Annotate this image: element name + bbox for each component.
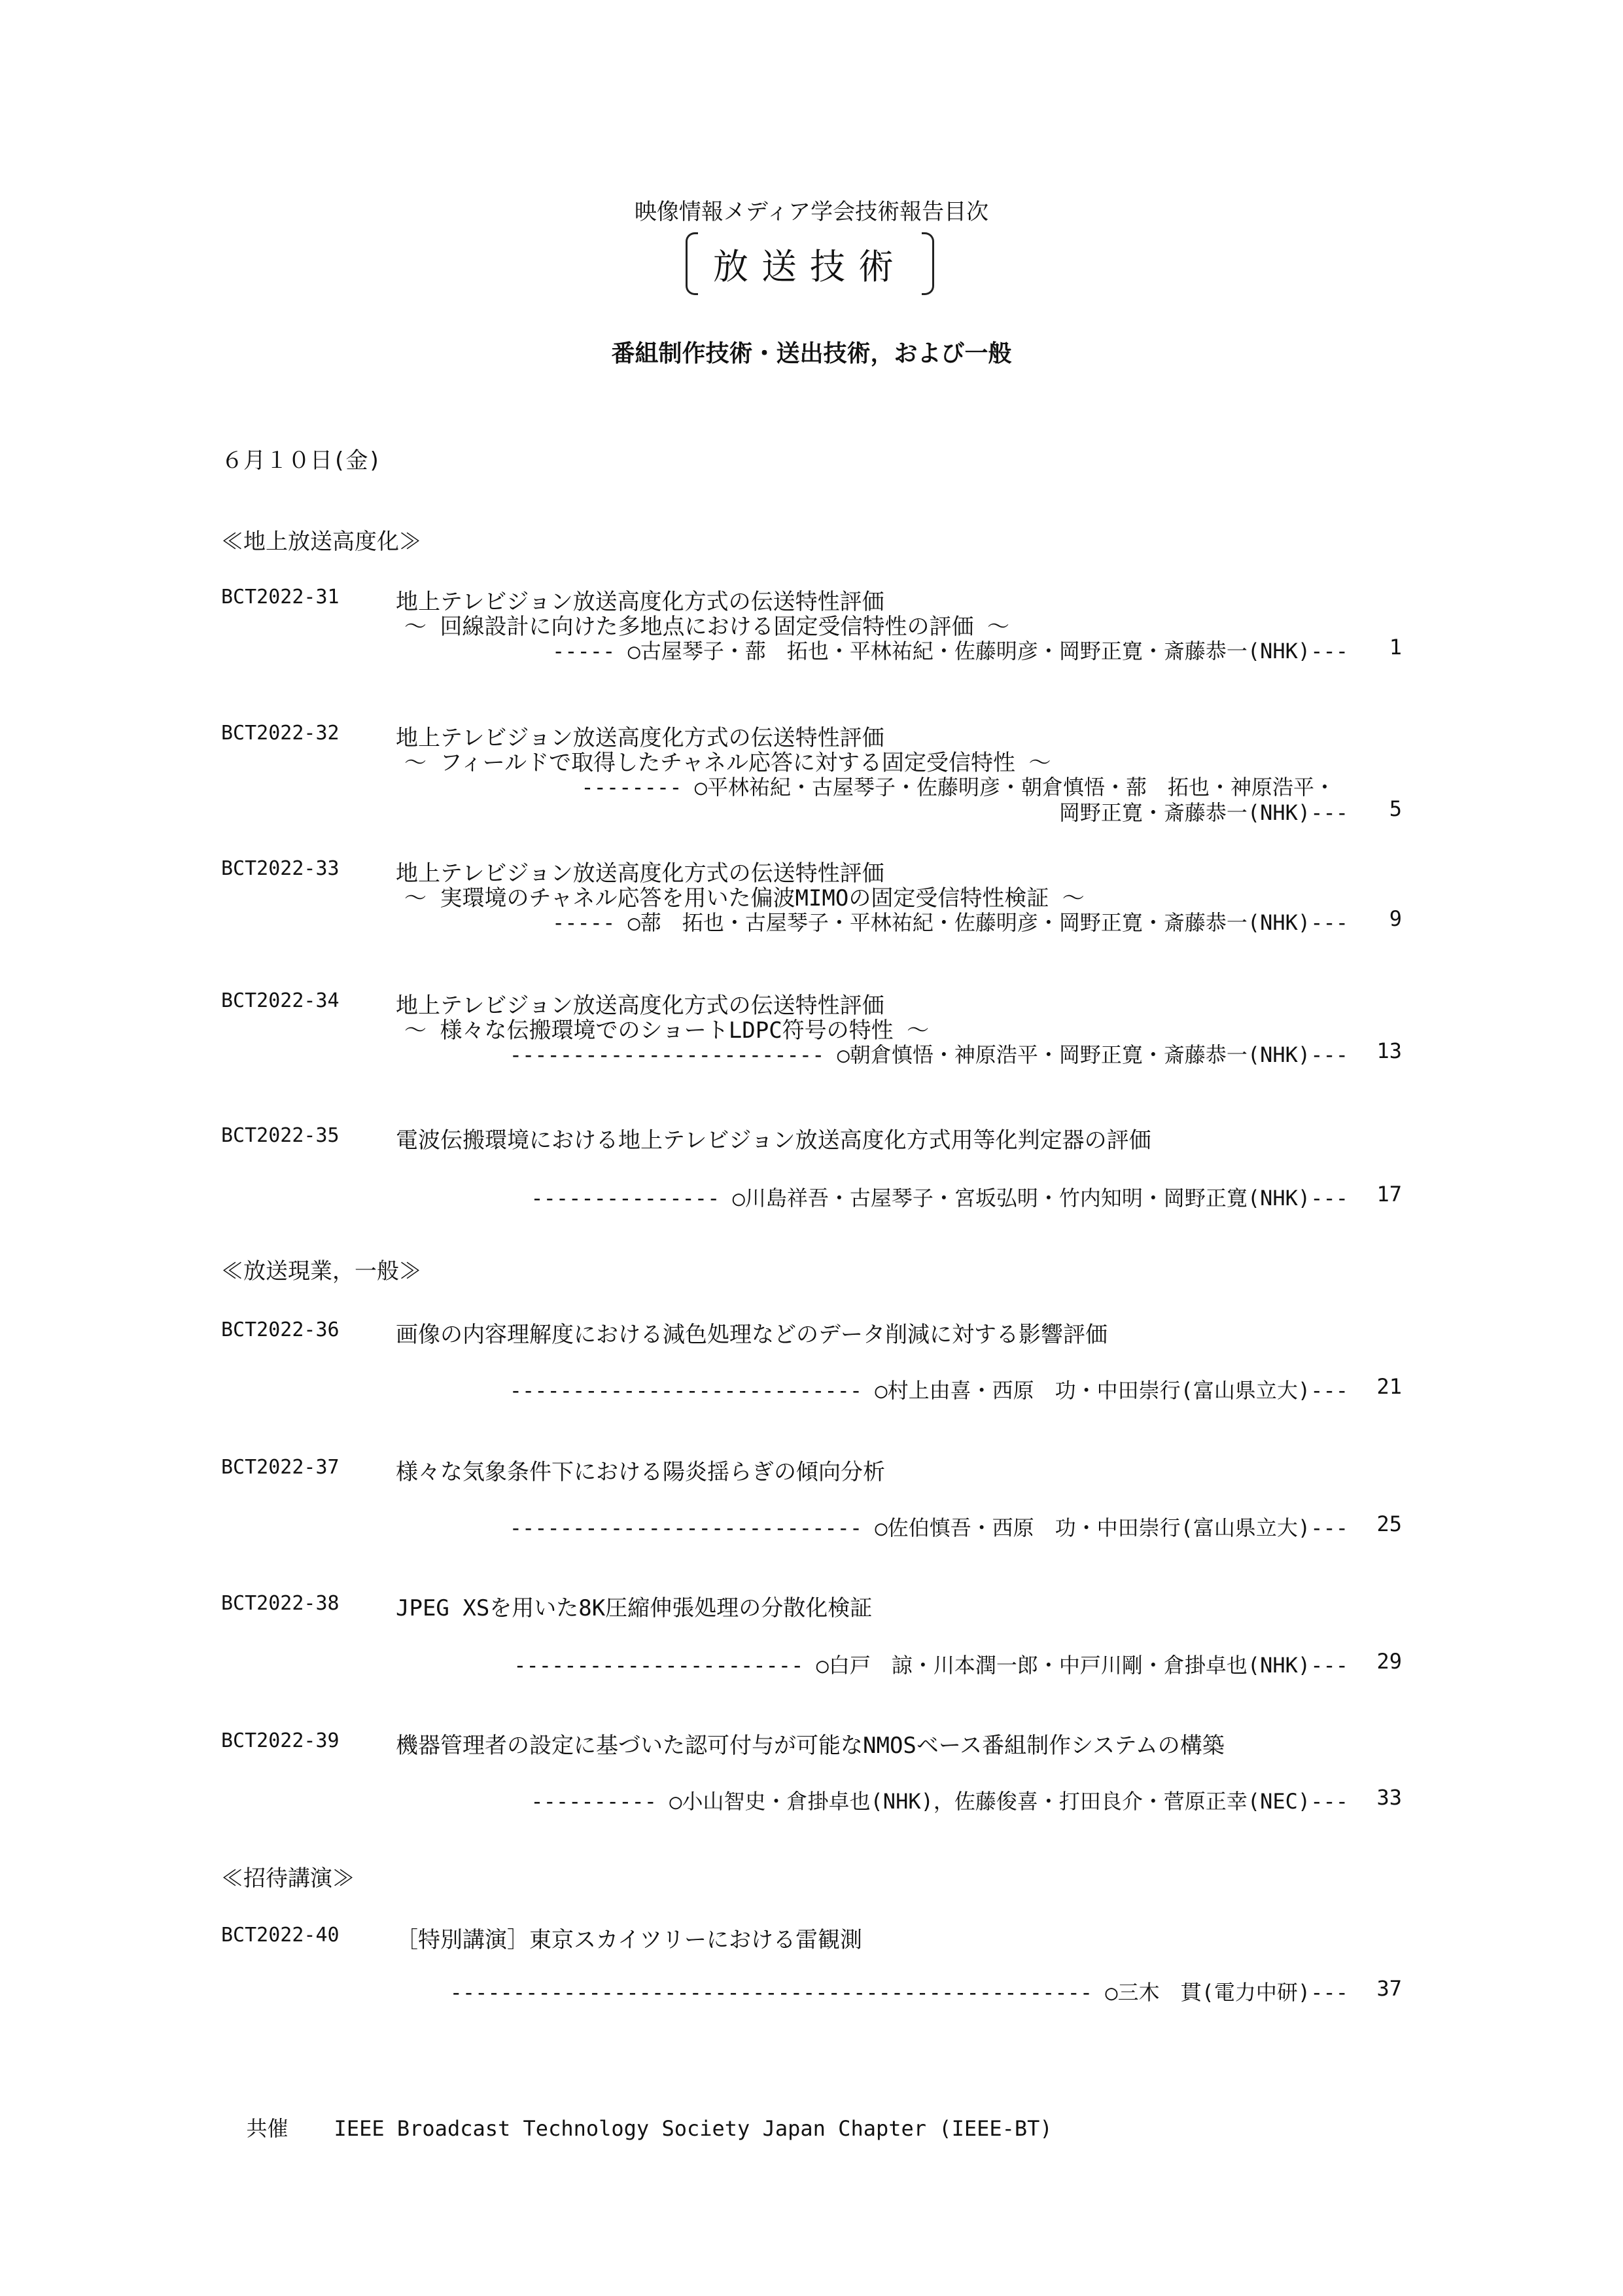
session-subtitle: 番組制作技術・送出技術，および一般 (611, 340, 1012, 367)
paper-authors: ---------- ○小山智史・倉掛卓也(NHK)，佐藤俊喜・打田良介・菅原正幸(NEC)--- (531, 1789, 1348, 1814)
paper-code: BCT2022-37 (221, 1456, 340, 1479)
report-header: 映像情報メディア学会技術報告目次 (634, 199, 989, 225)
subject-title: 放送技術 (713, 246, 907, 287)
paper-code: BCT2022-40 (221, 1924, 340, 1947)
cosponsor-text: IEEE Broadcast Technology Society Japan Chapter (IEEE-BT) (334, 2116, 1053, 2141)
page-number: 17 (1376, 1182, 1402, 1207)
paper-title: JPEG XSを用いた8K圧縮伸張処理の分散化検証 (396, 1595, 873, 1621)
page-number: 29 (1376, 1649, 1402, 1674)
page-number: 13 (1376, 1038, 1402, 1063)
section-heading: ≪招待講演≫ (221, 1865, 355, 1892)
paper-authors: ----- ○蔀 拓也・古屋琴子・平林祐紀・佐藤明彦・岡野正寛・斎藤恭一(NHK)--- (552, 910, 1348, 935)
paper-code: BCT2022-39 (221, 1729, 340, 1752)
paper-subtitle: ～ 様々な伝搬環境でのショートLDPC符号の特性 ～ (404, 1017, 930, 1044)
page-number: 33 (1376, 1785, 1402, 1810)
paper-authors: -------- ○平林祐紀・古屋琴子・佐藤明彦・朝倉慎悟・蔀 拓也・神原浩平・ (581, 775, 1335, 800)
section-heading: ≪放送現業，一般≫ (221, 1258, 421, 1284)
paper-authors: 岡野正寛・斎藤恭一(NHK)--- (1058, 800, 1348, 825)
paper-title: 地上テレビジョン放送高度化方式の伝送特性評価 (396, 993, 884, 1019)
paper-title: ［特別講演］東京スカイツリーにおける雷観測 (396, 1927, 862, 1953)
section-heading: ≪地上放送高度化≫ (221, 529, 421, 555)
page-number: 21 (1376, 1374, 1402, 1399)
page-number: 1 (1389, 635, 1402, 660)
paper-code: BCT2022-31 (221, 586, 340, 609)
paper-authors: ----- ○古屋琴子・蔀 拓也・平林祐紀・佐藤明彦・岡野正寛・斎藤恭一(NHK)--- (552, 639, 1348, 663)
paper-title: 地上テレビジョン放送高度化方式の伝送特性評価 (396, 860, 884, 887)
paper-title: 電波伝搬環境における地上テレビジョン放送高度化方式用等化判定器の評価 (396, 1127, 1151, 1154)
session-date: ６月１０日(金) (221, 448, 381, 474)
paper-title: 地上テレビジョン放送高度化方式の伝送特性評価 (396, 725, 884, 751)
paper-authors: ------------------------- ○朝倉慎悟・神原浩平・岡野正寛・斎藤恭一(NHK)--- (509, 1042, 1348, 1067)
paper-code: BCT2022-34 (221, 989, 340, 1012)
paper-title: 画像の内容理解度における減色処理などのデータ削減に対する影響評価 (396, 1322, 1108, 1348)
paper-code: BCT2022-35 (221, 1124, 340, 1147)
paper-subtitle: ～ 回線設計に向けた多地点における固定受信特性の評価 ～ (404, 614, 1009, 640)
subject-box (686, 232, 934, 292)
paper-code: BCT2022-38 (221, 1592, 340, 1615)
paper-title: 機器管理者の設定に基づいた認可付与が可能なNMOSベース番組制作システムの構築 (396, 1733, 1225, 1759)
left-bracket-icon (686, 232, 698, 295)
paper-authors: ---------------------------- ○佐伯慎吾・西原 功・中田崇行(富山県立大)--- (509, 1515, 1348, 1540)
page-number: 9 (1389, 906, 1402, 931)
paper-authors: ---------------------------- ○村上由喜・西原 功・中田崇行(富山県立大)--- (509, 1378, 1348, 1403)
cosponsor-line (221, 2087, 1053, 2142)
paper-subtitle: ～ 実環境のチャネル応答を用いた偏波MIMOの固定受信特性検証 ～ (404, 885, 1085, 911)
page-number: 25 (1376, 1511, 1402, 1536)
paper-subtitle: ～ フィールドで取得したチャネル応答に対する固定受信特性 ～ (404, 750, 1051, 776)
paper-title: 地上テレビジョン放送高度化方式の伝送特性評価 (396, 589, 884, 615)
paper-code: BCT2022-33 (221, 857, 340, 880)
page-number: 5 (1389, 796, 1402, 821)
paper-authors: --------------- ○川島祥吾・古屋琴子・宮坂弘明・竹内知明・岡野正寛(NHK)--- (531, 1186, 1348, 1210)
paper-code: BCT2022-32 (221, 722, 340, 745)
page-number: 37 (1376, 1976, 1402, 2001)
right-bracket-icon (922, 232, 934, 295)
paper-authors: --------------------------------------------------- ○三木 貫(電力中研)--- (449, 1980, 1348, 2005)
paper-code: BCT2022-36 (221, 1318, 340, 1341)
paper-title: 様々な気象条件下における陽炎揺らぎの傾向分析 (396, 1459, 885, 1485)
cosponsor-label: 共催 (246, 2116, 288, 2141)
paper-authors: ----------------------- ○白戸 諒・川本潤一郎・中戸川剛・倉掛卓也(NHK)--- (514, 1653, 1348, 1678)
